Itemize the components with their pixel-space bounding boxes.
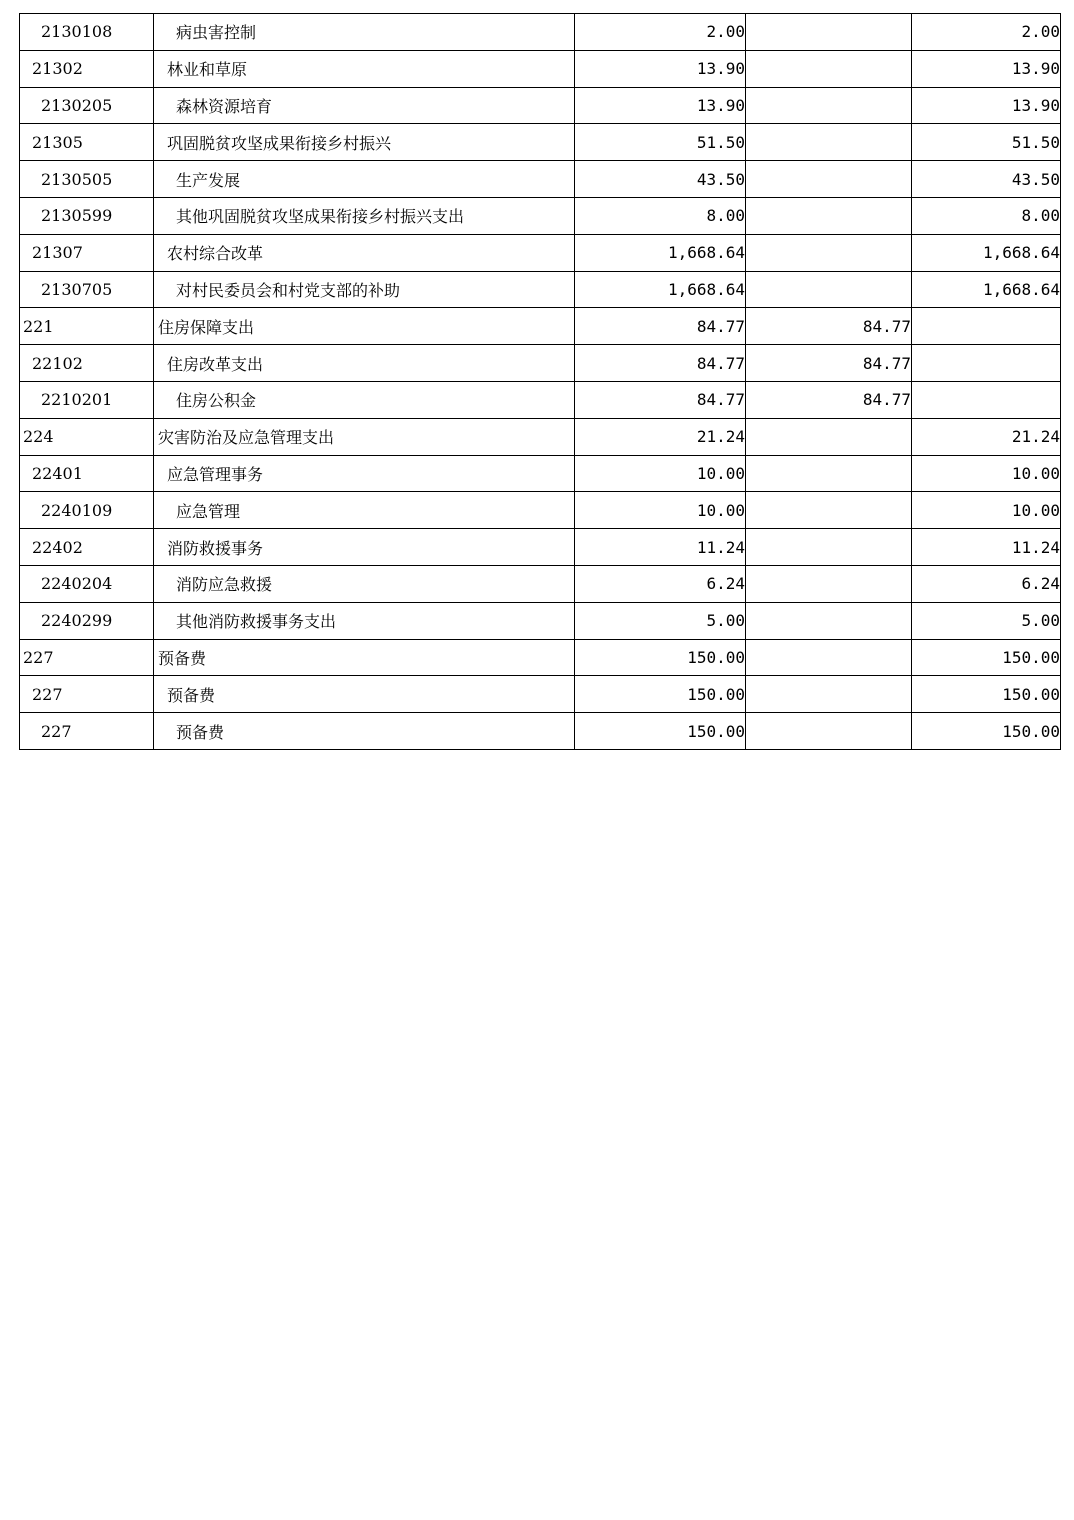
subject-name-cell: 巩固脱贫攻坚成果衔接乡村振兴 [154, 124, 575, 161]
basic-expense-cell [746, 161, 912, 198]
basic-expense-cell [746, 234, 912, 271]
table-row [20, 271, 1061, 308]
subject-code-cell: 227 [20, 676, 154, 713]
table-row [20, 234, 1061, 271]
subject-name-cell: 农村综合改革 [154, 234, 575, 271]
basic-expense-cell [746, 676, 912, 713]
table-row [20, 529, 1061, 566]
table-row [20, 418, 1061, 455]
subject-name-cell: 应急管理 [154, 492, 575, 529]
project-expense-cell: 13.90 [912, 87, 1061, 124]
project-expense-cell: 10.00 [912, 455, 1061, 492]
table-row [20, 161, 1061, 198]
subject-name-cell: 应急管理事务 [154, 455, 575, 492]
table-row [20, 565, 1061, 602]
project-expense-cell: 150.00 [912, 676, 1061, 713]
table-row [20, 602, 1061, 639]
table-row [20, 639, 1061, 676]
subject-code-cell: 2240299 [20, 602, 154, 639]
total-amount-cell: 150.00 [575, 639, 746, 676]
subject-name-cell: 消防救援事务 [154, 529, 575, 566]
budget-table [19, 13, 1061, 750]
basic-expense-cell [746, 124, 912, 161]
table-row [20, 381, 1061, 418]
total-amount-cell: 84.77 [575, 381, 746, 418]
total-amount-cell: 11.24 [575, 529, 746, 566]
subject-code-cell: 2130205 [20, 87, 154, 124]
total-amount-cell: 2.00 [575, 14, 746, 51]
basic-expense-cell [746, 565, 912, 602]
project-expense-cell: 8.00 [912, 197, 1061, 234]
project-expense-cell: 43.50 [912, 161, 1061, 198]
project-expense-cell: 150.00 [912, 639, 1061, 676]
project-expense-cell: 6.24 [912, 565, 1061, 602]
basic-expense-cell [746, 14, 912, 51]
project-expense-cell: 150.00 [912, 713, 1061, 750]
basic-expense-cell [746, 639, 912, 676]
project-expense-cell: 1,668.64 [912, 234, 1061, 271]
subject-code-cell: 22102 [20, 345, 154, 382]
total-amount-cell: 13.90 [575, 50, 746, 87]
table-row [20, 492, 1061, 529]
project-expense-cell: 5.00 [912, 602, 1061, 639]
project-expense-cell: 10.00 [912, 492, 1061, 529]
table-row [20, 87, 1061, 124]
total-amount-cell: 8.00 [575, 197, 746, 234]
subject-code-cell: 224 [20, 418, 154, 455]
subject-name-cell: 其他消防救援事务支出 [154, 602, 575, 639]
subject-code-cell: 22401 [20, 455, 154, 492]
basic-expense-cell [746, 602, 912, 639]
subject-name-cell: 森林资源培育 [154, 87, 575, 124]
subject-code-cell: 21305 [20, 124, 154, 161]
subject-code-cell: 2130505 [20, 161, 154, 198]
subject-name-cell: 住房保障支出 [154, 308, 575, 345]
subject-code-cell: 227 [20, 639, 154, 676]
basic-expense-cell [746, 492, 912, 529]
total-amount-cell: 5.00 [575, 602, 746, 639]
project-expense-cell [912, 345, 1061, 382]
basic-expense-cell [746, 271, 912, 308]
project-expense-cell: 13.90 [912, 50, 1061, 87]
budget-table-body [20, 14, 1061, 750]
basic-expense-cell [746, 50, 912, 87]
subject-name-cell: 林业和草原 [154, 50, 575, 87]
basic-expense-cell [746, 418, 912, 455]
table-row [20, 124, 1061, 161]
total-amount-cell: 150.00 [575, 676, 746, 713]
subject-name-cell: 住房改革支出 [154, 345, 575, 382]
table-row [20, 455, 1061, 492]
basic-expense-cell: 84.77 [746, 308, 912, 345]
subject-code-cell: 21302 [20, 50, 154, 87]
table-row [20, 14, 1061, 51]
table-row [20, 50, 1061, 87]
total-amount-cell: 84.77 [575, 308, 746, 345]
table-row [20, 197, 1061, 234]
basic-expense-cell [746, 197, 912, 234]
subject-code-cell: 2210201 [20, 381, 154, 418]
subject-name-cell: 其他巩固脱贫攻坚成果衔接乡村振兴支出 [154, 197, 575, 234]
total-amount-cell: 43.50 [575, 161, 746, 198]
subject-code-cell: 2130599 [20, 197, 154, 234]
subject-name-cell: 预备费 [154, 676, 575, 713]
basic-expense-cell [746, 455, 912, 492]
total-amount-cell: 10.00 [575, 492, 746, 529]
total-amount-cell: 51.50 [575, 124, 746, 161]
basic-expense-cell: 84.77 [746, 345, 912, 382]
project-expense-cell: 1,668.64 [912, 271, 1061, 308]
total-amount-cell: 150.00 [575, 713, 746, 750]
basic-expense-cell [746, 713, 912, 750]
total-amount-cell: 1,668.64 [575, 271, 746, 308]
project-expense-cell [912, 381, 1061, 418]
subject-name-cell: 生产发展 [154, 161, 575, 198]
subject-code-cell: 221 [20, 308, 154, 345]
table-row [20, 308, 1061, 345]
total-amount-cell: 10.00 [575, 455, 746, 492]
subject-code-cell: 227 [20, 713, 154, 750]
subject-code-cell: 2130705 [20, 271, 154, 308]
subject-name-cell: 住房公积金 [154, 381, 575, 418]
total-amount-cell: 1,668.64 [575, 234, 746, 271]
subject-name-cell: 灾害防治及应急管理支出 [154, 418, 575, 455]
basic-expense-cell: 84.77 [746, 381, 912, 418]
total-amount-cell: 21.24 [575, 418, 746, 455]
table-row [20, 345, 1061, 382]
table-row [20, 676, 1061, 713]
subject-code-cell: 21307 [20, 234, 154, 271]
project-expense-cell: 21.24 [912, 418, 1061, 455]
total-amount-cell: 6.24 [575, 565, 746, 602]
basic-expense-cell [746, 529, 912, 566]
basic-expense-cell [746, 87, 912, 124]
subject-code-cell: 2240204 [20, 565, 154, 602]
project-expense-cell: 11.24 [912, 529, 1061, 566]
subject-code-cell: 2240109 [20, 492, 154, 529]
total-amount-cell: 84.77 [575, 345, 746, 382]
subject-name-cell: 预备费 [154, 713, 575, 750]
project-expense-cell [912, 308, 1061, 345]
subject-name-cell: 对村民委员会和村党支部的补助 [154, 271, 575, 308]
subject-name-cell: 消防应急救援 [154, 565, 575, 602]
subject-name-cell: 预备费 [154, 639, 575, 676]
subject-code-cell: 2130108 [20, 14, 154, 51]
table-row [20, 713, 1061, 750]
subject-code-cell: 22402 [20, 529, 154, 566]
subject-name-cell: 病虫害控制 [154, 14, 575, 51]
project-expense-cell: 2.00 [912, 14, 1061, 51]
total-amount-cell: 13.90 [575, 87, 746, 124]
project-expense-cell: 51.50 [912, 124, 1061, 161]
